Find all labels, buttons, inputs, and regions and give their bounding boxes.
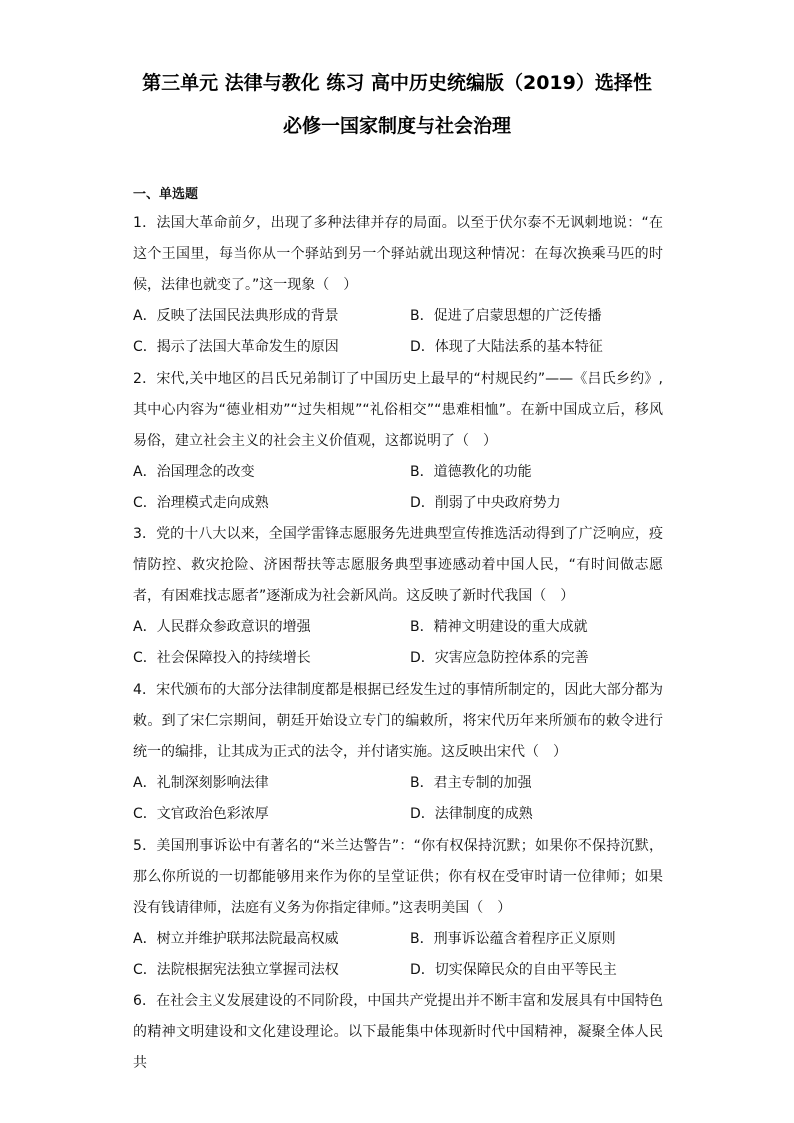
question-3-stem: 3．党的十八大以来，全国学雷锋志愿服务先进典型宣传推选活动得到了广泛响应，疫情防控、救灾抢险、济困帮扶等志愿服务典型事迹感动着中国人民，“有时间做志愿者，有困难找志愿者”逐渐成为社会新风尚。这反映了新时代我国（ ） <box>133 526 663 604</box>
question-4-option-d[interactable]: D．法律制度的成熟 <box>410 806 533 822</box>
question-3-option-b[interactable]: B．精神文明建设的重大成就 <box>410 619 588 635</box>
question-4-option-b[interactable]: B．君主专制的加强 <box>410 775 532 791</box>
question-1-option-a[interactable]: A．反映了法国民法典形成的背景 <box>133 308 339 324</box>
question-4-option-c[interactable]: C．文官政治色彩浓厚 <box>133 806 269 822</box>
question-5-option-d[interactable]: D．切实保障民众的自由平等民主 <box>410 962 617 978</box>
question-4-option-a[interactable]: A．礼制深刻影响法律 <box>133 775 269 791</box>
question-2-option-c[interactable]: C．治理模式走向成熟 <box>133 495 269 511</box>
question-2-option-a[interactable]: A．治国理念的改变 <box>133 464 255 480</box>
question-6-stem: 6．在社会主义发展建设的不同阶段，中国共产党提出并不断丰富和发展具有中国特色的精神文明建设和文化建设理论。以下最能集中体现新时代中国精神，凝聚全体人民共 <box>133 993 663 1071</box>
question-4-stem: 4．宋代颁布的大部分法律制度都是根据已经发生过的事情所制定的，因此大部分都为敕。到了宋仁宗期间，朝廷开始设立专门的编敕所，将宋代历年来所颁布的敕令进行统一的编排，让其成为正式的法令，并付诸实施。这反映出宋代（ ） <box>133 682 663 760</box>
question-1-option-d[interactable]: D．体现了大陆法系的基本特征 <box>410 339 603 355</box>
question-2-option-b[interactable]: B．道德教化的功能 <box>410 464 532 480</box>
section-heading: 一、单选题 <box>133 187 199 202</box>
question-3-option-a[interactable]: A．人民群众参政意识的增强 <box>133 619 311 635</box>
question-1-stem: 1．法国大革命前夕，出现了多种法律并存的局面。以至于伏尔泰不无讽刺地说：“在这个王国里，每当你从一个驿站到另一个驿站就出现这种情况：在每次换乘马匹的时候，法律也就变了。”这一现象（ ） <box>133 215 663 293</box>
question-5-stem: 5．美国刑事诉讼中有著名的“米兰达警告”：“你有权保持沉默；如果你不保持沉默，那么你所说的一切都能够用来作为你的呈堂证供；你有权在受审时请一位律师；如果没有钱请律师，法庭有义务为你指定律师。”这表明美国（ ） <box>133 838 663 916</box>
question-5-option-b[interactable]: B．刑事诉讼蕴含着程序正义原则 <box>410 931 616 947</box>
question-5-option-c[interactable]: C．法院根据宪法独立掌握司法权 <box>133 962 339 978</box>
question-1-option-b[interactable]: B．促进了启蒙思想的广泛传播 <box>410 308 602 324</box>
question-3-option-d[interactable]: D．灾害应急防控体系的完善 <box>410 650 589 666</box>
question-5-option-a[interactable]: A．树立并维护联邦法院最高权威 <box>133 931 339 947</box>
question-1-option-c[interactable]: C．揭示了法国大革命发生的原因 <box>133 339 339 355</box>
document-title-line-1: 第三单元 法律与教化 练习 高中历史统编版（2019）选择性 <box>142 72 652 94</box>
question-2-stem: 2．宋代,关中地区的吕氏兄弟制订了中国历史上最早的“村规民约”——《吕氏乡约》,其中心内容为“德业相劝”“过失相规”“礼俗相交”“患难相恤”。在新中国成立后，移风易俗，建立社会主义的社会主义价值观，这都说明了（ ） <box>133 371 663 449</box>
question-2-option-d[interactable]: D．削弱了中央政府势力 <box>410 495 561 511</box>
document-title-line-2: 必修一国家制度与社会治理 <box>282 115 511 137</box>
question-3-option-c[interactable]: C．社会保障投入的持续增长 <box>133 650 311 666</box>
